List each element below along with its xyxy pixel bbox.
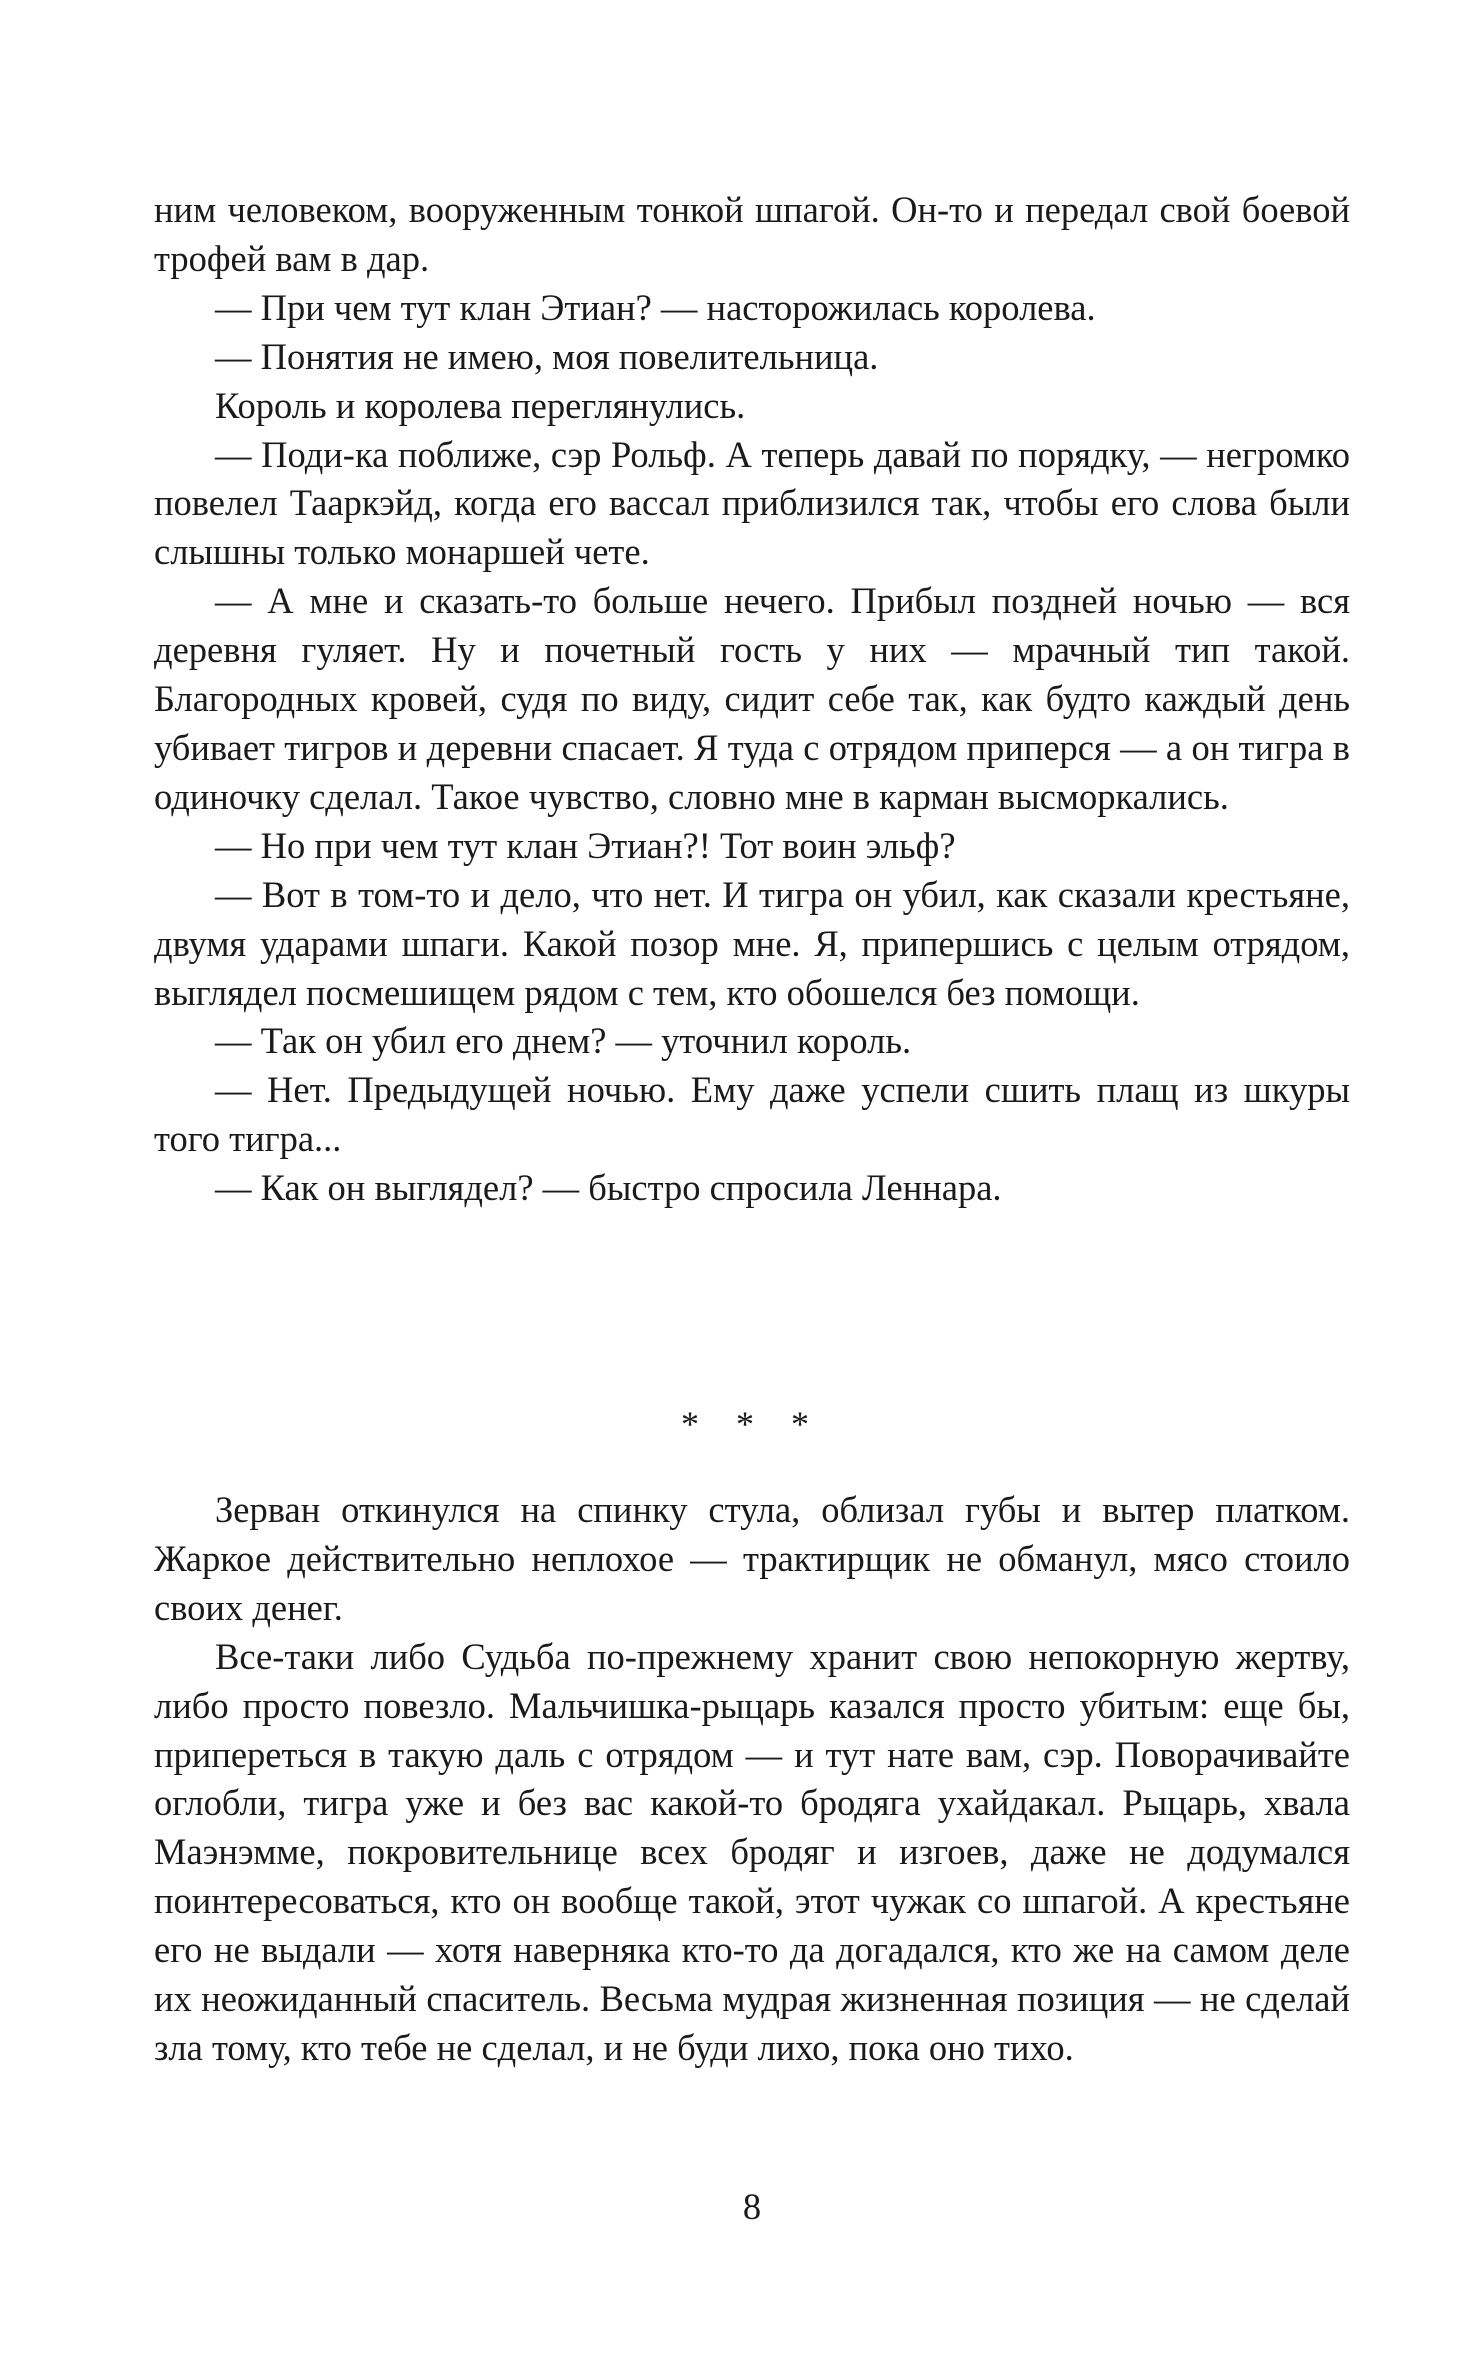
- paragraph: — А мне и сказать-то больше нечего. Прибыл поздней ночью — вся деревня гуляет. Ну и почетный гость у них — мрачный тип такой. Благородных кровей, судя по виду, сидит себе так, как будто каждый день убивает тигров и деревни спасает. Я туда с отрядом приперся — а он тигра в одиночку сделал. Такое чувство, словно мне в карман высморкались.: [154, 580, 1350, 817]
- paragraph: — Но при чем тут клан Этиан?! Тот воин эльф?: [215, 824, 956, 866]
- paragraph: Король и королева переглянулись.: [215, 384, 746, 426]
- book-page: [154, 186, 1350, 2068]
- paragraph: — Как он выглядел? — быстро спросила Леннара.: [215, 1167, 1002, 1209]
- section-separator: * * *: [681, 1404, 823, 1444]
- paragraph: — Вот в том-то и дело, что нет. И тигра он убил, как сказали крестьяне, двумя ударами шпаги. Какой позор мне. Я, припершись с целым отрядом, выглядел посмешищем рядом с тем, кто обошелся без помощи.: [154, 873, 1350, 1013]
- paragraph: — Так он убил его днем? — уточнил король.: [215, 1020, 912, 1062]
- paragraph: — Понятия не имею, моя повелительница.: [215, 335, 879, 377]
- paragraph: — Поди-ка поближе, сэр Рольф. А теперь давай по порядку, — негромко повелел Тааркэйд, когда его вассал приблизился так, чтобы его слова были слышны только монаршей чете.: [154, 433, 1350, 573]
- text-section-2: [154, 1486, 1350, 2073]
- paragraph: Все-таки либо Судьба по-прежнему хранит свою непокорную жертву, либо просто повезло. Мальчишка-рыцарь казался просто убитым: еще бы, припереться в такую даль с отрядом — и тут нате вам, сэр. Поворачивайте оглобли, тигра уже и без вас какой-то бродяга ухайдакал. Рыцарь, хвала Маэнэмме, покровительнице всех бродяг и изгоев, даже не додумался поинтересоваться, кто он вообще такой, этот чужак со шпагой. А крестьяне его не выдали — хотя наверняка кто-то да догадался, кто же на самом деле их неожиданный спаситель. Весьма мудрая жизненная позиция — не сделай зла тому, кто тебе не сделал, и не буди лихо, пока оно тихо.: [154, 1635, 1350, 2068]
- paragraph: Зерван откинулся на спинку стула, облизал губы и вытер платком. Жаркое действительно неплохое — трактирщик не обманул, мясо стоило своих денег.: [154, 1489, 1350, 1628]
- paragraph: ним человеком, вооруженным тонкой шпагой. Он-то и передал свой боевой трофей вам в дар.: [154, 189, 1350, 279]
- text-section-1: [154, 186, 1350, 1213]
- paragraph: — При чем тут клан Этиан? — насторожилась королева.: [215, 286, 1096, 328]
- paragraph: — Нет. Предыдущей ночью. Ему даже успели сшить плащ из шкуры того тигра...: [154, 1069, 1350, 1160]
- page-number: 8: [742, 2186, 762, 2227]
